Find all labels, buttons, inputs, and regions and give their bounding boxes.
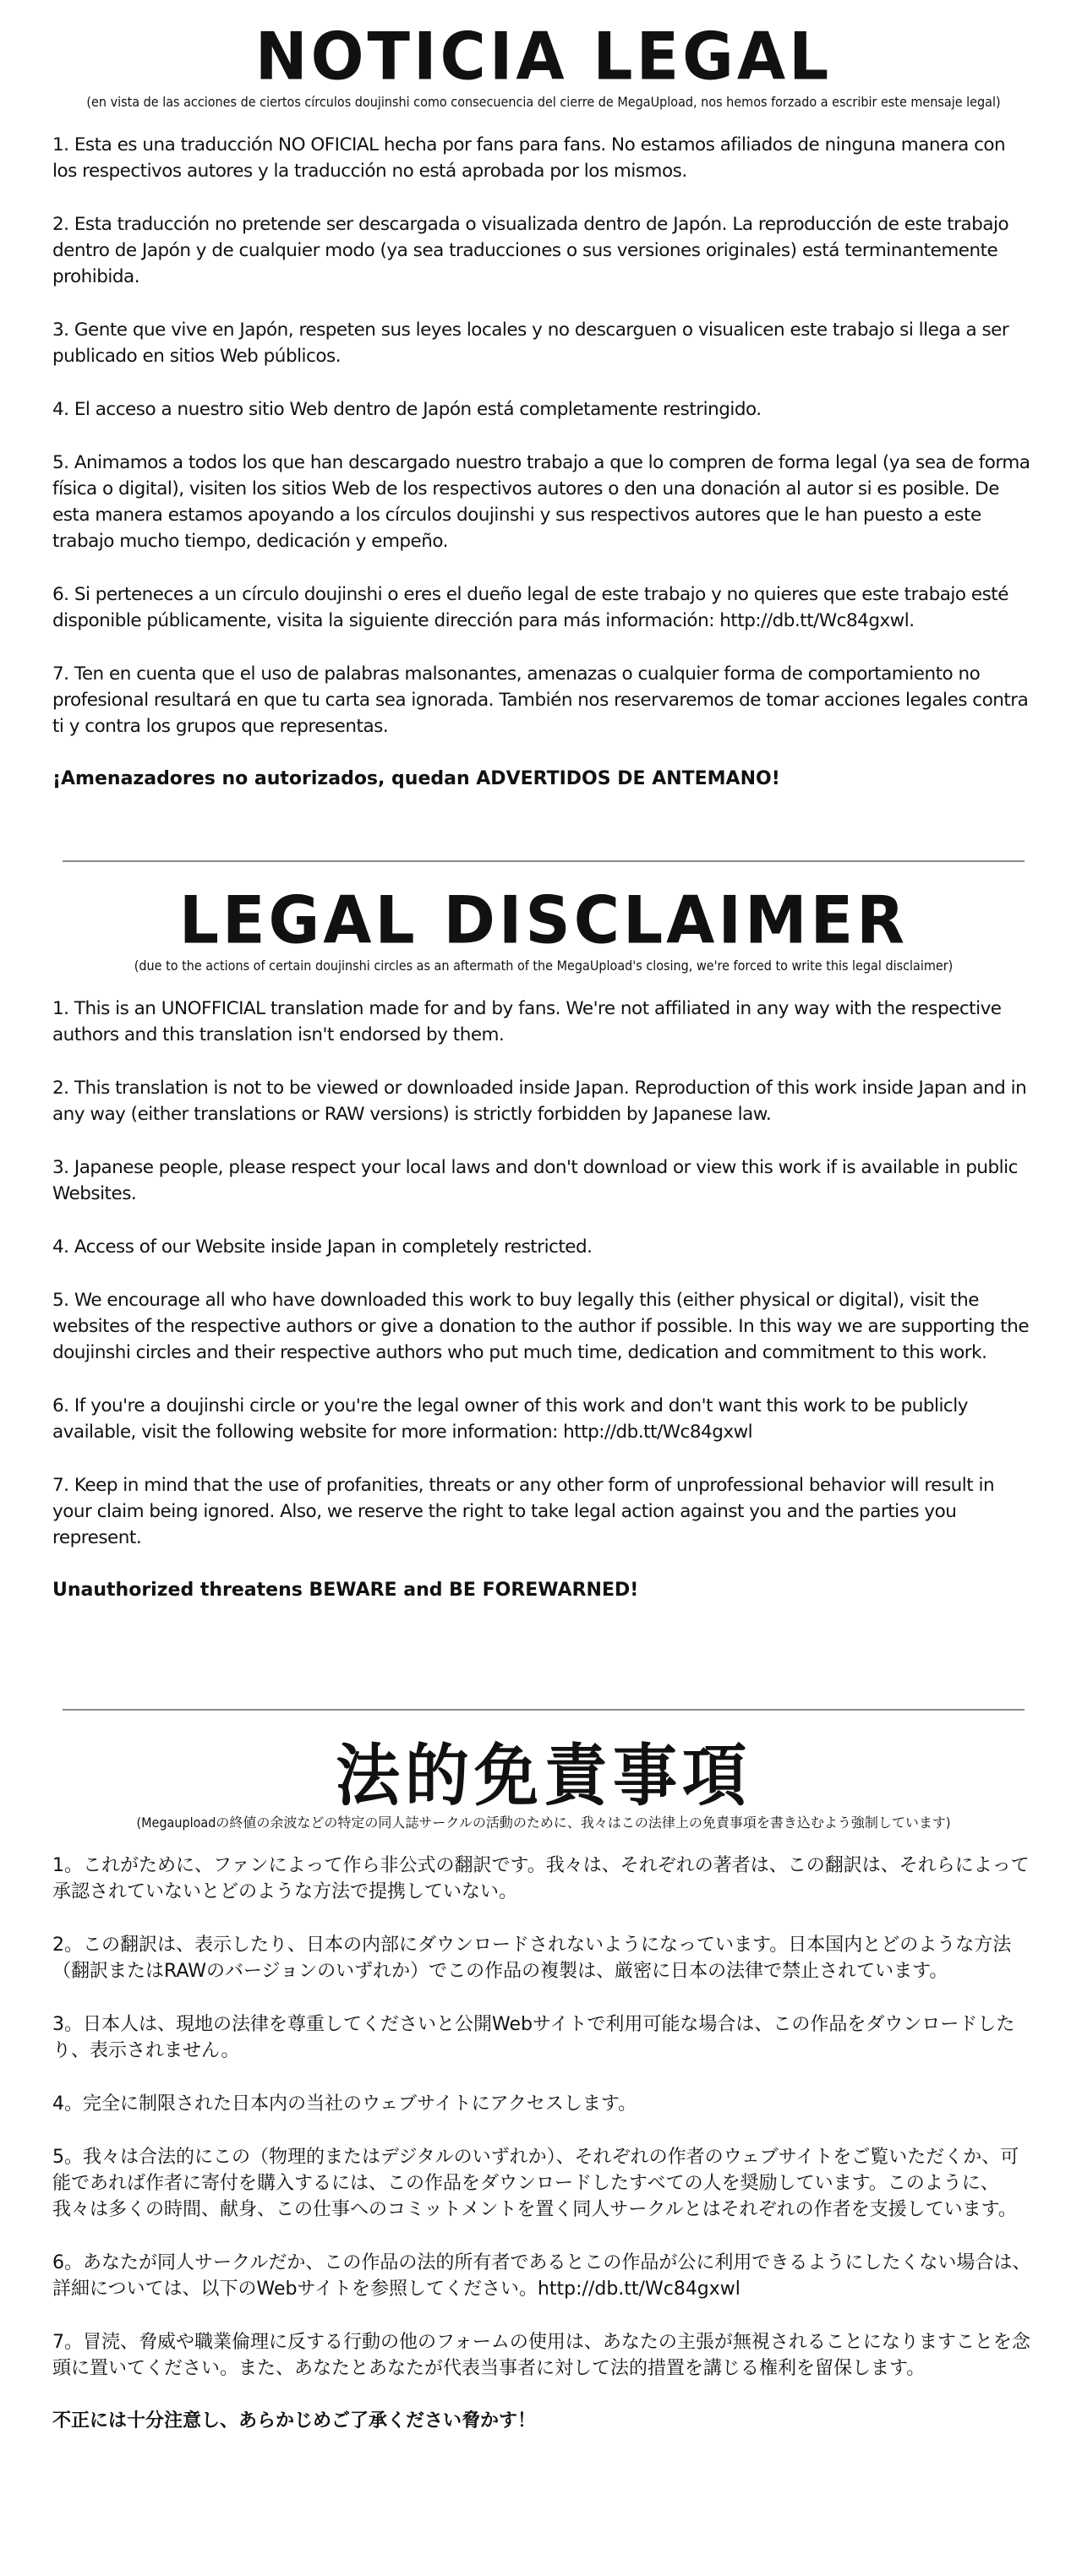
spanish-item-5: 5. Animamos a todos los que han descargado nuestro trabajo a que lo compren de forma legal (ya sea de forma física o digital), visiten los sitios Web de los respectivos autores o den una donación al autor si es posible. De esta manera estamos apoyando a los círculos doujinshi y sus respectivos autores que le han puesto a este trabajo mucho tiempo, dedicación y empeño. [52,452,1030,552]
english-subtitle: (due to the actions of certain doujinshi circles as an aftermath of the MegaUpload's closing, we're forced to write this legal disclaimer) [134,958,954,974]
english-item-1: 1. This is an UNOFFICIAL translation made for and by fans. We're not affiliated in any way with the respective authors and this translation isn't endorsed by them. [52,998,1002,1045]
section-divider-1 [63,860,1025,862]
english-title: LEGAL DISCLAIMER [178,881,909,959]
english-section [52,881,1035,1603]
spanish-item-6: 6. Si perteneces a un círculo doujinshi o eres el dueño legal de este trabajo y no quieres que este trabajo esté disponible públicamente, visita la siguiente dirección para más información: http://db.tt/Wc84gxwl. [52,584,1008,631]
japanese-item-6: 6。あなたが同人サークルだか、この作品の法的所有者であるとこの作品が公に利用できるようにしたくない場合は、詳細については、以下のWebサイトを参照してください。http://db.tt/Wc84gxwl [52,2252,1031,2300]
spanish-item-3: 3. Gente que vive en Japón, respeten sus leyes locales y no descarguen o visualicen este trabajo si llega a ser publicado en sitios Web públicos. [52,319,1009,367]
japanese-item-2: 2。この翻訳は、表示したり、日本の内部にダウンロードされないようになっています。日本国内とどのような方法（翻訳またはRAWのバージョンのいずれか）でこの作品の複製は、厳密に日本の法律で禁止されています。 [52,1935,1012,1982]
english-item-3: 3. Japanese people, please respect your local laws and don't download or view this work if is available in public Websites. [52,1157,1018,1204]
japanese-section [52,1735,1035,2434]
english-warning: Unauthorized threatens BEWARE and BE FOREWARNED! [52,1580,639,1601]
japanese-item-1: 1。これがために、ファンによって作ら非公式の翻訳です。我々は、それぞれの著者は、この翻訳は、それらによって承認されていないとどのような方法で提携していない。 [52,1855,1030,1902]
spanish-subtitle: (en vista de las acciones de ciertos círculos doujinshi como consecuencia del cierre de MegaUpload, nos hemos forzado a escribir este mensaje legal) [86,94,1001,110]
english-item-2: 2. This translation is not to be viewed or downloaded inside Japan. Reproduction of this work inside Japan and in any way (either translations or RAW versions) is strictly forbidden by Japanese law. [52,1078,1027,1125]
spanish-item-1: 1. Esta es una traducción NO OFICIAL hecha por fans para fans. No estamos afiliados de ninguna manera con los respectivos autores y la traducción no está aprobada por los mismos. [52,134,1006,182]
japanese-item-4: 4。完全に制限された日本内の当社のウェブサイトにアクセスします。 [52,2093,637,2115]
english-item-7: 7. Keep in mind that the use of profanities, threats or any other form of unprofessional behavior will result in your claim being ignored. Also, we reserve the right to take legal action against you and the parties you represent. [52,1475,995,1548]
japanese-subtitle: (Megauploadの終値の余波などの特定の同人誌サークルの活動のために、我々はこの法律上の免責事項を書き込むよう強制しています) [136,1815,951,1831]
spanish-item-4: 4. El acceso a nuestro sitio Web dentro de Japón está completamente restringido. [52,399,762,420]
japanese-item-5: 5。我々は合法的にこの（物理的またはデジタルのいずれか）、それぞれの作者のウェブサイトをご覧いただくか、可能であれば作者に寄付を購入するには、この作品をダウンロードしたすべての人を奨励しています。このように、我々は多くの時間、献身、この仕事へのコミットメントを置く同人サークルとはそれぞれの作者を支援しています。 [52,2147,1019,2220]
japanese-warning: 不正には十分注意し、あらかじめご了承ください脅かす！ [52,2410,537,2431]
spanish-warning: ¡Amenazadores no autorizados, quedan ADVERTIDOS DE ANTEMANO! [52,768,780,789]
japanese-item-7: 7。冒涜、脅威や職業倫理に反する行動の他のフォームの使用は、あなたの主張が無視されることになりますことを念頭に置いてください。また、あなたとあなたが代表当事者に対して法的措置を講じる権利を留保します。 [52,2332,1030,2379]
japanese-item-3: 3。日本人は、現地の法律を尊重してくださいと公開Webサイトで利用可能な場合は、この作品をダウンロードしたり、表示されません。 [52,2014,1015,2061]
spanish-section [52,18,1035,792]
section-divider-2 [63,1709,1025,1711]
spanish-title: NOTICIA LEGAL [254,18,833,96]
spanish-item-2: 2. Esta traducción no pretende ser descargada o visualizada dentro de Japón. La reproducción de este trabajo dentro de Japón y de cualquier modo (ya sea traducciones o sus versiones originales) está terminantemente prohibida. [52,214,1009,287]
english-item-5: 5. We encourage all who have downloaded this work to buy legally this (either physical or digital), visit the websites of the respective authors or give a donation to the author if possible. In this way we are supporting the doujinshi circles and their respective authors who put much time, dedication and commitment to this work. [52,1290,1030,1363]
english-item-4: 4. Access of our Website inside Japan in completely restricted. [52,1236,593,1258]
spanish-item-7: 7. Ten en cuenta que el uso de palabras malsonantes, amenazas o cualquier forma de comportamiento no profesional resultará en que tu carta sea ignorada. También nos reservaremos de tomar acciones legales contra ti y contra los grupos que representas. [52,663,1029,737]
japanese-title: 法的免責事項 [336,1735,751,1815]
english-item-6: 6. If you're a doujinshi circle or you're the legal owner of this work and don't want this work to be publicly available, visit the following website for more information: http://db.tt/Wc84gxwl [52,1395,968,1443]
